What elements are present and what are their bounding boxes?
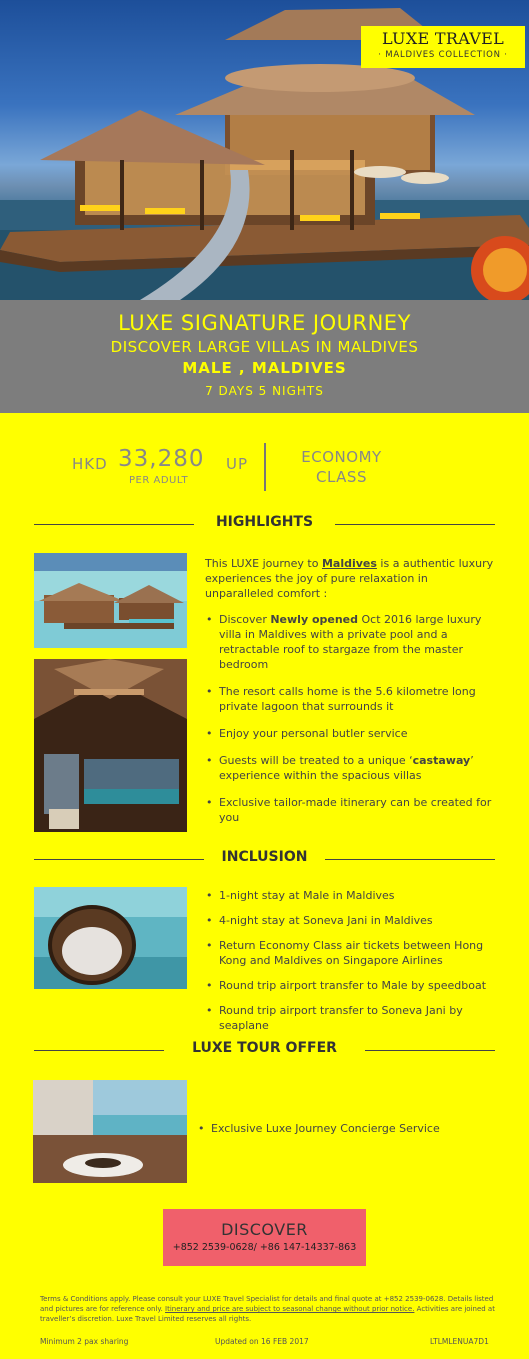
hanging-chair-photo [34,887,187,989]
highlight-item [204,726,496,741]
discover-label: DISCOVER [221,1220,308,1239]
price-divider [264,443,266,491]
brand-collection: · MALDIVES COLLECTION · [378,50,508,60]
inclusion-item: • 4-night stay at Soneva Jani in Maldives [204,913,496,928]
item-text: Exclusive tailor-made itinerary can be created for you [219,796,492,824]
price-currency: HKD [72,455,108,473]
price-per: PER ADULT [129,475,189,486]
travel-class-line1: ECONOMY [301,448,382,466]
maldives-link[interactable]: Maldives [321,557,377,570]
price-block [0,413,529,503]
highlight-item [204,612,496,672]
offer-list [196,1121,496,1146]
highlights-list [204,612,496,835]
inclusion-heading [0,849,529,871]
updated-date: Updated on 16 FEB 2017 [215,1337,309,1346]
terms-part2: Activities are joined at traveller’s discretion. Luxe Travel Limited reserves all rights. [40,1305,495,1323]
highlights-intro [205,556,495,601]
product-code: LTLMLENUA7D1 [430,1337,489,1346]
price-suffix: UP [226,455,249,473]
item-text: Guests will be treated to a unique ‘ [219,754,413,767]
inclusion-heading-label: INCLUSION [221,849,308,865]
item-text: The resort calls home is the 5.6 kilometre long private lagoon that surrounds it [219,685,476,713]
offer-item: • Exclusive Luxe Journey Concierge Service [196,1121,496,1136]
travel-class-line2: CLASS [316,468,367,486]
inclusion-item: • 1-night stay at Male in Maldives [204,888,496,903]
item-text: Discover [219,613,271,626]
terms-text [40,1294,500,1324]
highlights-heading [0,514,529,536]
inclusion-item: • Round trip airport transfer to Male by speedboat [204,978,496,993]
highlight-item [204,795,496,825]
item-text: Enjoy your personal butler service [219,727,408,740]
villa-deck-photo [33,1080,187,1183]
contact-phones: +852 2539-0628/ +86 147-14337-863 [172,1242,357,1253]
min-pax-note: Minimum 2 pax sharing [40,1337,129,1346]
terms-part1: Terms & Conditions apply. Please consult your LUXE Travel Specialist for details and final quote at +852 2539-0628. Details listed and pictures are for reference only. [40,1295,494,1313]
intro-text-b: is a authentic luxury experiences the joy of pure relaxation in unparalleled comfort : [205,557,494,600]
divider-right [365,1050,495,1051]
terms-underlined: Itinerary and price are subject to seasonal change without prior notice. [165,1305,415,1313]
offer-heading [0,1040,529,1062]
inclusion-item: • Round trip airport transfer to Soneva Jani by seaplane [204,1003,496,1033]
divider-right [335,524,495,525]
item-text: Oct 2016 large luxury villa in Maldives with a private pool and a retractable roof to stargaze from the master bedroom [219,613,482,671]
offer-heading-label: LUXE TOUR OFFER [192,1040,337,1056]
villa-interior-photo [34,659,187,832]
highlights-heading-label: HIGHLIGHTS [215,514,314,530]
highlight-item [204,753,496,783]
journey-title: LUXE SIGNATURE JOURNEY [118,311,411,335]
villa-aerial-photo [34,553,187,648]
title-band [0,300,529,413]
highlight-item [204,684,496,714]
inclusion-item: • Return Economy Class air tickets between Hong Kong and Maldives on Singapore Airlines [204,938,496,968]
brand-box [361,26,525,68]
inclusion-list [204,888,496,1043]
hero-image [0,0,529,300]
divider-right [325,859,495,860]
travel-class [284,447,399,487]
intro-text-a: This LUXE journey to [205,557,322,570]
journey-place: MALE , MALDIVES [182,359,347,377]
discover-button[interactable] [163,1209,366,1266]
item-text: ’ experience within the spacious villas [219,754,474,782]
price-amount: 33,280 [118,446,205,472]
item-bold: Newly opened [270,613,358,626]
journey-subtitle: DISCOVER LARGE VILLAS IN MALDIVES [110,338,419,356]
journey-duration: 7 DAYS 5 NIGHTS [205,384,324,398]
item-bold: castaway [412,754,471,767]
brand-name: LUXE TRAVEL [381,29,505,48]
